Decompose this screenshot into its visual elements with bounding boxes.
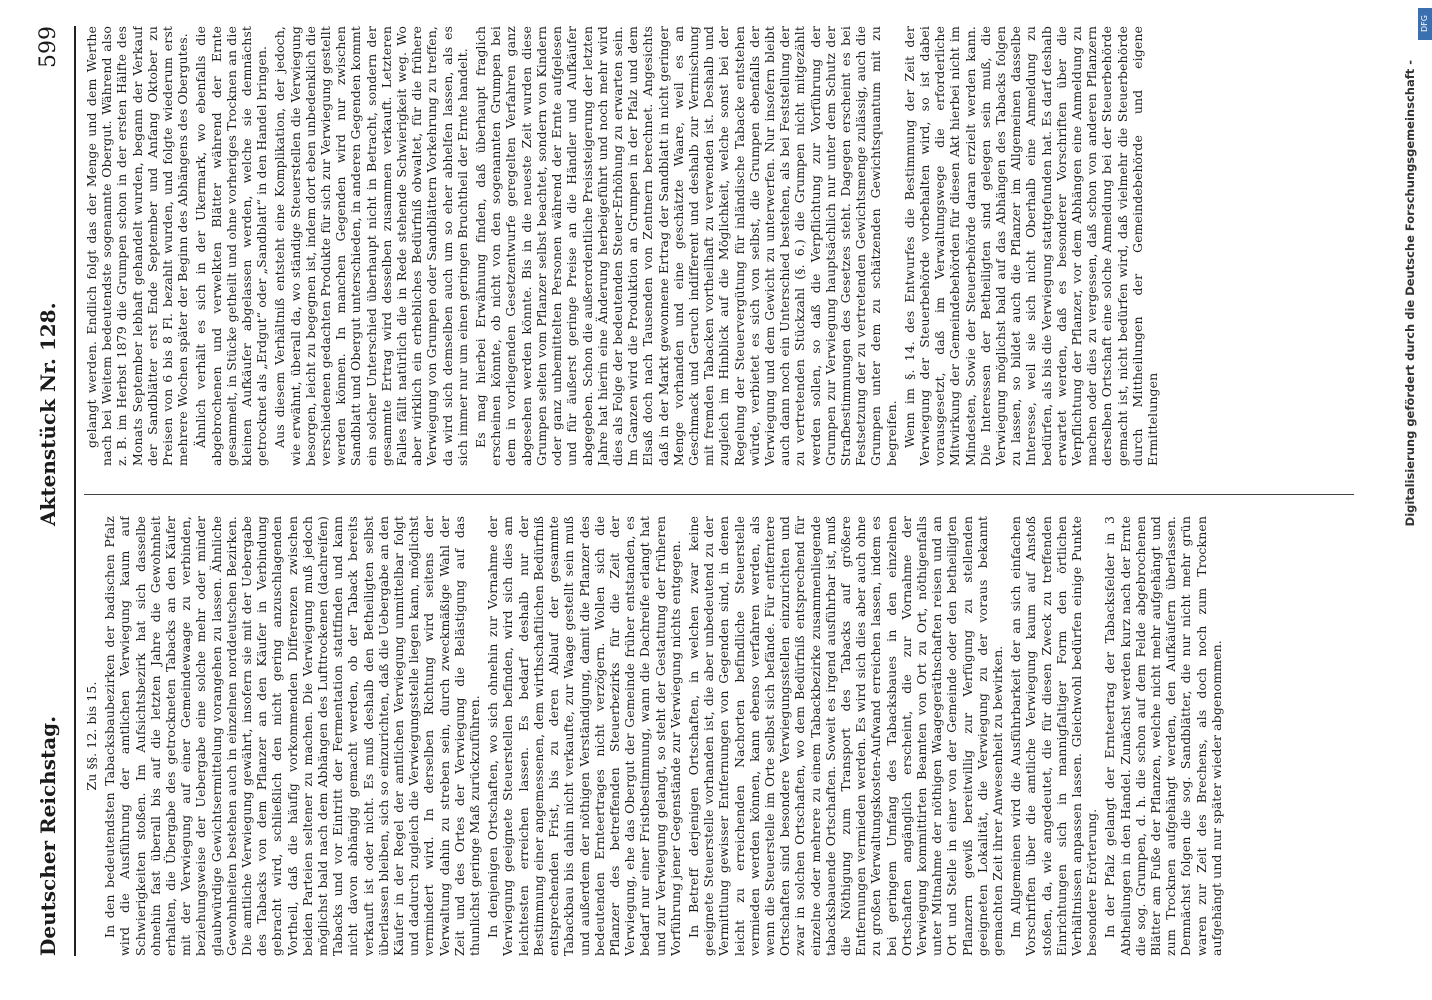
paragraph: gelangt werden. Endlich folgt das der Menge und dem Werthe nach bei Weitem bedeutendste sogenannte Obergut. Während also z. B. im Herbst 1879 die Grumpen schon in der ersten Hälfte des Monats September lebhaft gehandelt wurden, begann der Verkauf der Sandblätter erst Ende September und Anfang Oktober zu Preisen von 6 bis 8 Fl. bezahlt wurden, und folgte wiederum erst mehrere Wochen später der Beginn des Abhängens des Obergutes. — [84, 26, 191, 466]
running-header — [36, 26, 70, 956]
paragraph: In der Pfalz gelangt der Ernteertrag der Tabacksfelder in 3 Abtheilungen in den Handel. Zunächst werden kurz nach der Ernte die sog. Grumpen, d. h. die schon auf dem Felde abgebrochenen Blätter am Fuße der Pflanzen, welche nicht mehr aufgehängt und zum Trocknen aufgehängt werden, den Aufkäufern überlassen. Demnächst folgen die sog. Sandblätter, die nur nicht mehr grün waren zur Zeit des Brechens, als doch noch zum Trocknen aufgehängt und nur später wieder abgenommen. — [1102, 516, 1224, 956]
section-heading: Zu §§. 12. bis 15. — [84, 681, 99, 791]
paragraph: Ähnlich verhält es sich in der Ukermark, wo ebenfalls die abgebrochenen und verwelkten Blätter während der Ernte gesammelt, in Stücke getheilt und ohne vorheriges Trocknen an die kleinen Aufkäufer abgelassen werden, welche sie demnächst getrocknet als „Erdgut“ oder „Sandblatt“ in den Handel bringen. — [193, 26, 270, 466]
header-center: Aktenstück Nr. 128. — [36, 302, 60, 526]
header-rule — [74, 26, 76, 956]
paragraph: Wenn im §. 14. des Entwurfes die Bestimmung der Zeit der Verwiegung der Steuerbehörde vorbehalten wird, so ist dabei vorausgesetzt, daß im Verwaltungswege die erforderliche Mitwirkung der Gemeindebehörden für diesen Akt hierbei nicht im Mindesten, Sowie der Steuerbehörde daran erzielt werden kann. Die Interessen der Betheiligten sind gelegen sein muß, die Verwiegung möglichst bald auf das Abhängen des Tabacks folgen zu lassen, so bildet auch die Pflanzer im Allgemeinen dasselbe Interesse, weil sie sich nicht Oberhalb eine Anmeldung zu bedürfen, als bis die Verwiegung stattgefunden hat. Es darf deshalb erwartet werden, daß es besonderer Vorschriften über die Verpflichtung der Pflanzer, vor dem Abhängen eine Anmeldung zu machen oder dies zu vergessen, daß schon von anderen Pflanzern derselben Ortschaft eine solche Anmeldung bei der Steuerbehörde gemacht ist, nicht bedürfen wird, daß vielmehr die Steuerbehörde durch Mittheilungen der Gemeindebehörde und eigene Ermittelungen — [901, 26, 1161, 466]
text-column-right — [84, 26, 1354, 466]
paragraph: In Betreff derjenigen Ortschaften, in welchen zwar keine geeignete Steuerstelle vorhanden ist, die aber unbedeutend zu der Vermittlung gewisser Entfernungen von Gegenden sind, in denen leicht zu erreichenden Nachorten befindliche Steuerstelle vermieden werden können, kann ebenso verfahren werden, als wenn die Steuerstelle im Orte selbst sich befände. Für entferntere Ortschaften sind besondere Verwiegungsstellen einzurichten und zwar in solchen Ortschaften, wo dem Bedürfniß entsprechend für einzelne oder mehrere zu einem Tabackbezirke zusammenliegende tabacksbauende Ortschaften. Soweit es irgend ausführbar ist, muß die Nöthigung zum Transport des Tabacks auf größere Entfernungen vermieden werden. Es wird sich dies aber auch ohne zu großen Verwaltungskosten-Aufwand erreichen lassen, indem es bei geringem Umfang des Tabacksbaues in den einzelnen Ortschaften angänglich erscheint, die zur Vornahme der Verwiegung kommittirten Beamten von Ort zu Ort, nöthigenfalls unter Mitnahme der nöthigen Waagegeräthschaften reisen und an Ort und Stelle in einer von der Gemeinde oder den betheiligten Pflanzern gewiß bereitwillig zur Verfügung zu stellenden geeigneten Lokalität, die Verwiegung zu der voraus bekannt gemachten Zeit ihrer Anwesenheit zu bewirken. — [685, 516, 1005, 956]
credit-text: Digitalisierung gefördert durch die Deutsche Forschungsgemeinschaft - — [1403, 60, 1417, 527]
column-divider — [84, 494, 1354, 495]
paragraph: In denjenigen Ortschaften, wo sich ohnehin zur Vornahme der Verwiegung geeignete Steuerstellen befinden, wird sich dies am leichtesten erreichen lassen. Es bedarf deshalb nur der Bestimmung einer angemessenen, dem wirthschaftlichen Bedürfniß entsprechenden Frist, bis zu deren Ablauf der gesammte Tabackbau bis dahin nicht verkaufte, zur Waage gestellt sein muß und außerdem der nöthigen Verständigung, damit die Pflanzer des bedeutenden Ernteertrages nicht verzögern. Wollen sich die Pflanzer des betreffenden Steuerbezirks für die Zeit der Verwiegung, ehe das Obergut der Gemeinde früher entstanden, es bedarf nur einer Fristbestimmung, wann die Dachreife erlangt hat und zur Verwiegung gelangt, so steht der Gestattung der früheren Vorführung jener Gegenstände zur Verwiegung nichts entgegen. — [485, 516, 683, 956]
dfg-badge: DFG — [1418, 8, 1432, 40]
text-column-left — [84, 516, 1354, 956]
paragraph: Aus diesem Verhältniß entsteht eine Komplikation, der jedoch, wie erwähnt, überall da, wo ständige Steuerstellen die Verwiegung besorgen, leicht zu begegnen ist, indem dort eben unbedenklich die verschiedenen gedachten Produkte für sich zur Verwiegung gestellt werden können. In manchen Gegenden wird nur zwischen Sandblatt und Obergut unterschieden, in anderen Gegenden kommt ein solcher Unterschied überhaupt nicht in Betracht, sondern der gesammte Ertrag wird desselben zusammen verkauft. Letzteren Falles fällt natürlich die in Rede stehende Schwierigkeit weg. Wo aber wirklich ein erhebliches Bedürfniß obwaltet, für die frühere Verwiegung von Grumpen oder Sandblättern Vorkehrung zu treffen, da wird sich demselben auch um so eher abhelfen lassen, als es sich immer nur um einen geringen Bruchtheil der Ernte handelt. — [272, 26, 470, 466]
paragraph: Im Allgemeinen wird die Ausführbarkeit der an sich einfachen Vorschriften über die amtliche Verwiegung kaum auf Anstoß stoßen, da, wie angedeutet, die für diesen Zweck zu treffenden Einrichtungen sich in mannigfaltiger Form den örtlichen Verhältnissen anpassen lassen. Gleichwohl bedürfen einige Punkte besondere Erörterung. — [1008, 516, 1100, 956]
paragraph: Es mag hierbei Erwähnung finden, daß überhaupt fraglich erscheinen könnte, ob nicht von den sogenannten Grumpen bei dem in vorliegenden Gesetzentwurfe geregelten Verfahren ganz abgesehen werden könnte. Bis in die neueste Zeit wurden diese Grumpen selten vom Pflanzer selbst beachtet, sondern von Kindern oder ganz unbemittelten Personen während der Ernte aufgelesen und für äußerst geringe Preise an die Händler und Aufkäufer abgegeben. Schon die außerordentliche Preissteigerung der letzten Jahre hat hierin eine Änderung herbeigeführt und noch mehr wird dies als Folge der bedeutenden Steuer-Erhöhung zu erwarten sein. Im Ganzen wird die Produktion an Grumpen in der Pfalz und dem Elsaß doch nach Tausenden von Zentnern berechnet. Angesichts daß in der Markt gewonnene Ertrag der Sandblatt in nicht geringer Menge vorhanden und eine geschätzte Waare, weil es an Geschmack und Geruch indifferent und deshalb zur Vermischung mit fremden Tabacken vortheilhaft zu verwenden ist. Deshalb und zugleich im Hinblick auf die Möglichkeit, welche sonst bei der Regelung der Steuervergütung für inländische Tabacke entstehen würde, verbietet es sich von selbst, die Grumpen ebenfalls der Verwiegung und dem Gewicht zu unterwerfen. Nur insofern bleibt auch dann noch ein Unterschied bestehen, als bei Feststellung der zu vertretenden Stückzahl (§. 6.) die Grumpen nicht mitgezählt werden sollen, so daß die Verpflichtung zur Vorführung der Grumpen zur Verwiegung hauptsächlich nur unter dem Schutz der Strafbestimmungen des Gesetzes steht. Dagegen erscheint es bei Festsetzung der zu vertretenden Gewichtsmenge zulässig, auch die Grumpen unter dem zu schätzenden Gewichtsquantum mit zu begreifen. — [473, 26, 899, 466]
page-number: 599 — [36, 26, 61, 68]
digitization-credit — [1395, 0, 1425, 1000]
header-left: Deutscher Reichstag. — [36, 715, 60, 956]
paragraph: In den bedeutendsten Tabacksbaubezirken der badischen Pfalz wird die Ausführung der amtlichen Verwiegung kaum auf Schwierigkeiten stoßen. Im Aufsichtsbezirk hat sich dasselbe ohnehin fast überall bis auf die letzten Jahre die Gewohnheit erhalten, die Übergabe des getrockneten Tabacks an den Käufer mit der Verwiegung auf einer Gemeindewaage zu verbinden, beziehungsweise der Uebergabe eine solche mehr oder minder glaubwürdige Gewichtsermittelung vorangehen zu lassen. Ähnliche Gewohnheiten bestehen auch in einzelnen norddeutschen Bezirken. Die amtliche Verwiegung gewährt, insofern sie mit der Uebergabe des Tabacks von dem Pflanzer an den Käufer in Verbindung gebracht wird, schließlich den nicht gering anzuschlagenden Vortheil, daß die häufig vorkommenden Differenzen zwischen beiden Parteien seltener zu machen. Die Verwiegung muß jedoch möglichst bald nach dem Abhängen des Lufttrockenen (dachreifen) Tabacks und vor Eintritt der Fermentation stattfinden und kann nicht davon abhängig gemacht werden, ob der Taback bereits verkauft ist oder nicht. Es muß deshalb den Betheiligten selbst überlassen bleiben, sich so einzurichten, daß die Uebergabe an den Käufer in der Regel der amtlichen Verwiegung unmittelbar folgt und dadurch zugleich die Verwiegungsstelle liegen kann, möglichst vermindert wird. In derselben Richtung wird seitens der Verwaltung dahin zu streben sein, durch zweckmäßige Wahl der Zeit und des Ortes der Verwiegung die Belästigung auf das thunlichst geringe Maß zurückzuführen. — [102, 516, 483, 956]
